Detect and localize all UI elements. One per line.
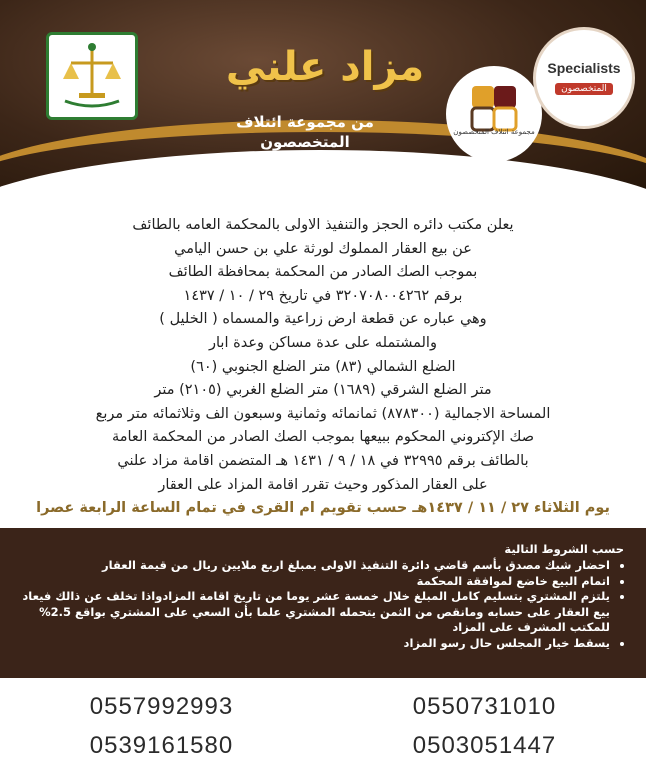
group-squares-logo-icon bbox=[446, 66, 542, 162]
terms-item: • احضار شيك مصدق بأسم قاضي دائرة التنفيذ الاولى بمبلغ اربع ملايين ريال من قيمة العقار bbox=[10, 558, 610, 574]
specialists-logo-icon bbox=[536, 30, 632, 126]
announcement-line: برقم ٣٢٠٧٠٨٠٠٤٢٦٢ في تاريخ ٢٩ / ١٠ / ١٤٣٧ bbox=[183, 287, 463, 304]
subtitle-line-1: من مجموعة ائتلاف المتخصصون bbox=[236, 113, 374, 151]
announcement-line: بموجب الصك الصادر من المحكمة بمحافظة الطائف bbox=[168, 264, 478, 281]
announcement-line: وهي عباره عن قطعة ارض زراعية والمسماه ( الخليل ) bbox=[159, 311, 487, 328]
phone-number: 0503051447 bbox=[412, 732, 557, 759]
specialists-sub: المتخصصون bbox=[555, 83, 613, 95]
announcement-line: والمشتمله على عدة مساكن وعدة ابار bbox=[209, 334, 437, 351]
terms-item: • يسقط خيار المجلس حال رسو المزاد bbox=[10, 636, 610, 652]
subtitle bbox=[190, 112, 420, 172]
page-title: مزاد علني bbox=[225, 44, 425, 90]
announcement-line: متر الضلع الشرقي (١٦٨٩) متر الضلع الغربي (٢١٠٥) متر bbox=[154, 382, 492, 399]
terms-list bbox=[10, 558, 624, 651]
specialists-brand: Specialists bbox=[547, 60, 621, 76]
subtitle-line-2: للتصوير والتسويق العقاري bbox=[207, 153, 403, 171]
announcement-line: المساحة الاجمالية (٨٧٨٣٠٠) ثمانمائه وثمانية وسبعون الف وثلاثمائه متر مربع bbox=[95, 405, 551, 422]
phone-number: 0550731010 bbox=[412, 693, 557, 720]
phone-number: 0557992993 bbox=[89, 693, 234, 720]
terms-section bbox=[0, 528, 646, 678]
phone-numbers bbox=[0, 690, 646, 768]
announcement-line: صك الإكتروني المحكوم ببيعها بموجب الصك الصادر من المحكمة العامة bbox=[111, 429, 535, 446]
announcement-line: يعلن مكتب دائره الحجز والتنفيذ الاولى بالمحكمة العامه بالطائف bbox=[132, 217, 514, 233]
group-caption: مجموعة ائتلاف المتخصصون bbox=[453, 128, 535, 136]
announcement-line: على العقار المذكور وحيث تقرر اقامة المزاد على العقار bbox=[158, 476, 488, 493]
terms-item: • يلتزم المشتري بتسليم كامل المبلغ خلال خمسة عشر يوما من تاريخ اقامة المزادواذا تخلف عن ذالك فيعاد بيع العقار على حسابه ومانقص من الثمن يتحمله المشتري علما بأن السعي على المشتري بواقع 2.5% للمكتب المشرف على المزاد bbox=[10, 589, 610, 636]
announcement-line: الضلع الشمالي (٨٣) متر الضلع الجنوبي (٦٠) bbox=[190, 358, 456, 375]
terms-item: • اتمام البيع خاضع لموافقة المحكمة bbox=[10, 574, 610, 590]
auction-date-line: يوم الثلاثاء ٢٧ / ١١ / ١٤٣٧هـ حسب تقويم ام القرى في تمام الساعة الرابعة عصرا bbox=[36, 500, 610, 517]
announcement-line: بالطائف برقم ٣٢٩٩٥ في ١٨ / ٩ / ١٤٣١ هـ المتضمن اقامة مزاد علني bbox=[117, 452, 529, 469]
ministry-of-justice-emblem-icon bbox=[46, 32, 138, 120]
announcement-text bbox=[20, 214, 626, 521]
phone-number: 0539161580 bbox=[89, 732, 234, 759]
announcement-line: عن بيع العقار المملوك لورثة علي بن حسن اليامي bbox=[174, 240, 472, 257]
terms-heading: حسب الشروط التالية bbox=[504, 542, 624, 556]
